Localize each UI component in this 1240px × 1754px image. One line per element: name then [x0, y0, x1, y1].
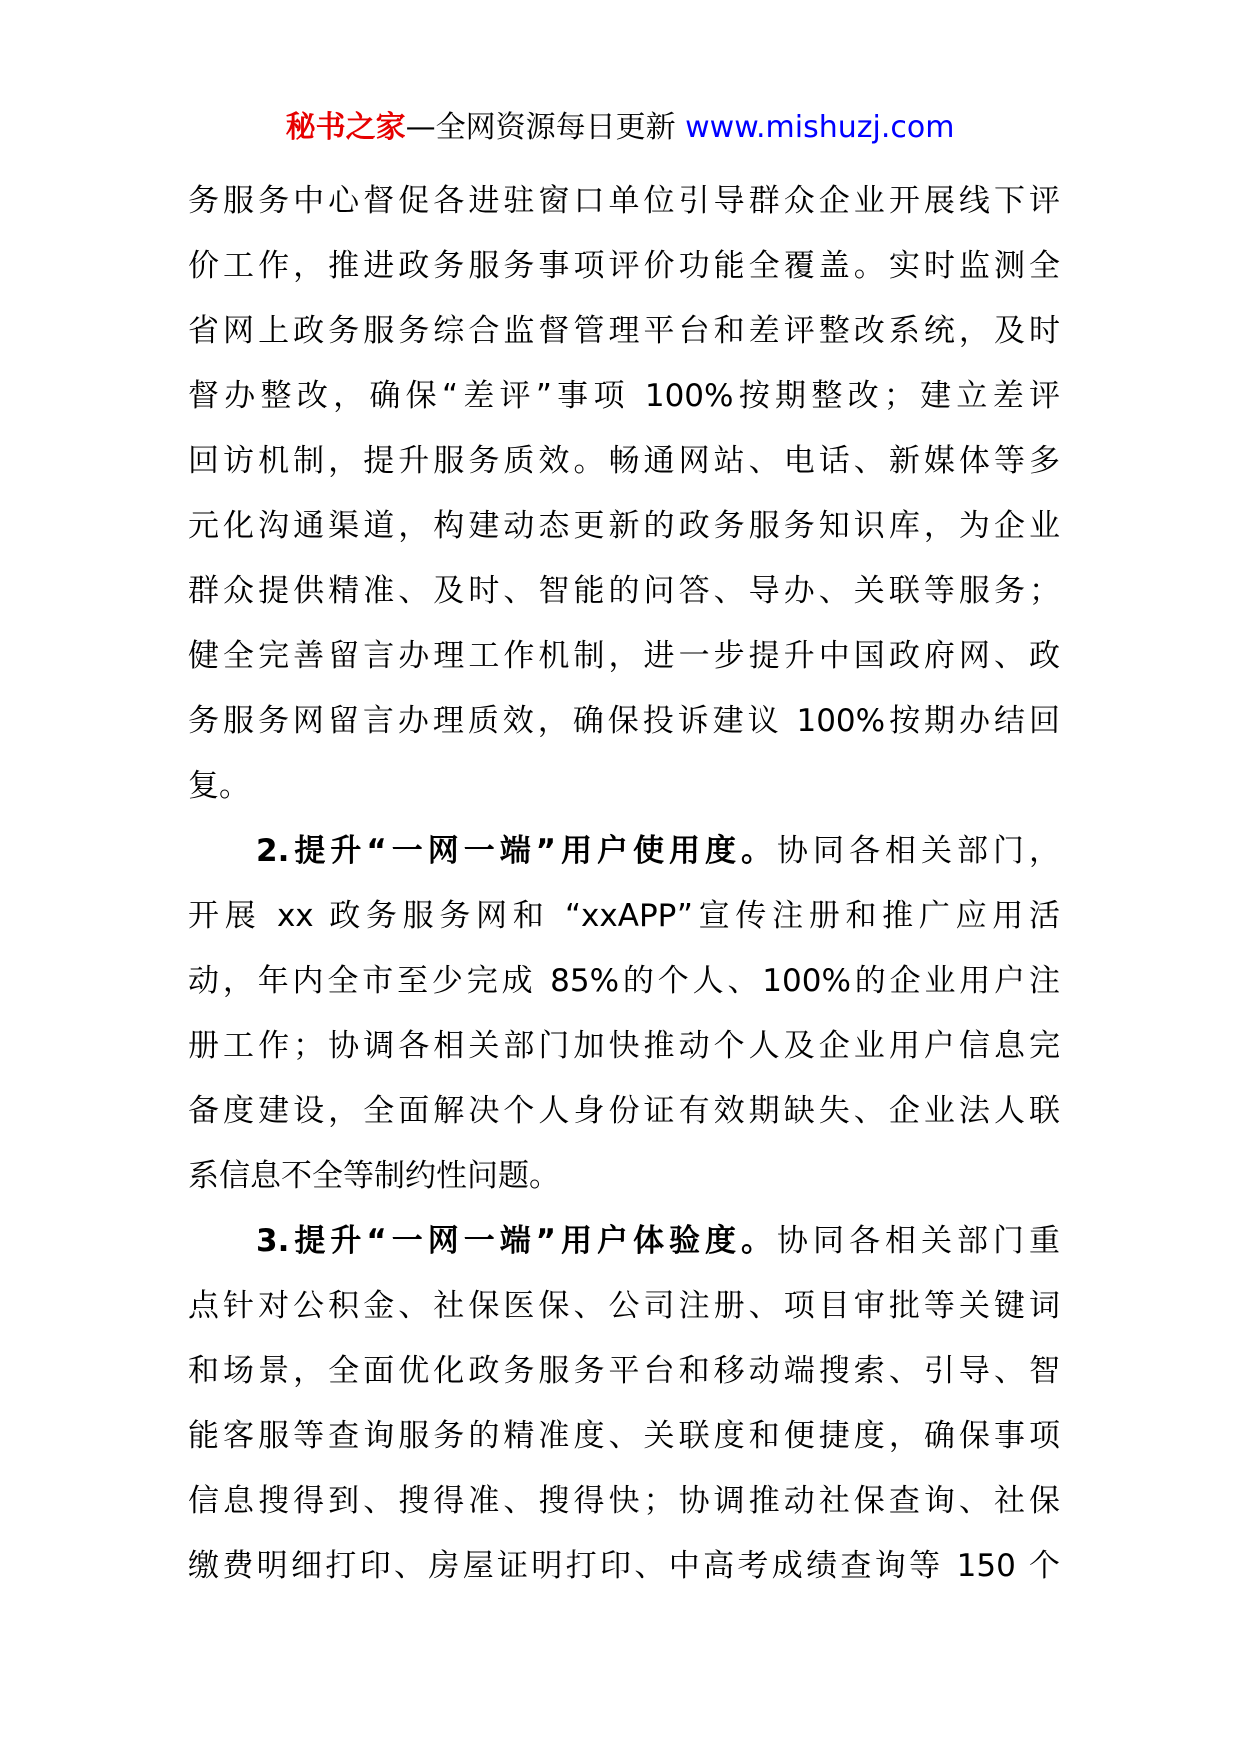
paragraph-3-line: 能客服等查询服务的精准度、关联度和便捷度，确保事项: [188, 1418, 1060, 1454]
paragraph-1-line: 务服务中心督促各进驻窗口单位引导群众企业开展线下评: [188, 183, 1060, 219]
document-body: [188, 169, 1060, 1599]
paragraph-1-line: 回访机制，提升服务质效。畅通网站、电话、新媒体等多: [188, 443, 1060, 479]
paragraph-3-heading: 3.提升“一网一端”用户体验度。: [256, 1223, 778, 1259]
paragraph-3-first-line-text: 协同各相关部门重: [777, 1223, 1061, 1259]
paragraph-3-line: 点针对公积金、社保医保、公司注册、项目审批等关键词: [188, 1288, 1060, 1324]
paragraph-2-line: 系信息不全等制约性问题。: [188, 1158, 560, 1194]
paragraph-1-line: 复。: [188, 768, 250, 804]
page-header: [0, 108, 1240, 148]
paragraph-1-line: 健全完善留言办理工作机制，进一步提升中国政府网、政: [188, 638, 1060, 674]
header-site-url: www.mishuzj.com: [685, 110, 955, 145]
paragraph-3-first-line: [188, 1209, 1060, 1274]
paragraph-3-line: 缴费明细打印、房屋证明打印、中高考成绩查询等 150 个: [188, 1548, 1060, 1584]
paragraph-3-line: 信息搜得到、搜得准、搜得快；协调推动社保查询、社保: [188, 1483, 1060, 1519]
paragraph-2-line: 开展 xx 政务服务网和 “xxAPP”宣传注册和推广应用活: [188, 898, 1060, 934]
paragraph-2-heading: 2.提升“一网一端”用户使用度。: [256, 833, 778, 869]
header-brand: 秘书之家: [285, 110, 406, 145]
paragraph-2-first-line: [188, 819, 1060, 884]
paragraph-1-line: 省网上政务服务综合监督管理平台和差评整改系统，及时: [188, 313, 1060, 349]
paragraph-3-line: 和场景，全面优化政务服务平台和移动端搜索、引导、智: [188, 1353, 1060, 1389]
paragraph-1-line: 元化沟通渠道，构建动态更新的政务服务知识库，为企业: [188, 508, 1060, 544]
paragraph-2-first-line-text: 协同各相关部门，: [777, 833, 1061, 869]
paragraph-1-line: 务服务网留言办理质效，确保投诉建议 100%按期办结回: [188, 703, 1060, 739]
paragraph-1-line: 督办整改，确保“差评”事项 100%按期整改；建立差评: [188, 378, 1060, 414]
paragraph-2-line: 备度建设，全面解决个人身份证有效期缺失、企业法人联: [188, 1093, 1060, 1129]
paragraph-2-line: 册工作；协调各相关部门加快推动个人及企业用户信息完: [188, 1028, 1060, 1064]
header-tagline: —全网资源每日更新: [405, 110, 676, 145]
paragraph-2-line: 动，年内全市至少完成 85%的个人、100%的企业用户注: [188, 963, 1060, 999]
paragraph-1-line: 群众提供精准、及时、智能的问答、导办、关联等服务；: [188, 573, 1060, 609]
paragraph-1-line: 价工作，推进政务服务事项评价功能全覆盖。实时监测全: [188, 248, 1060, 284]
